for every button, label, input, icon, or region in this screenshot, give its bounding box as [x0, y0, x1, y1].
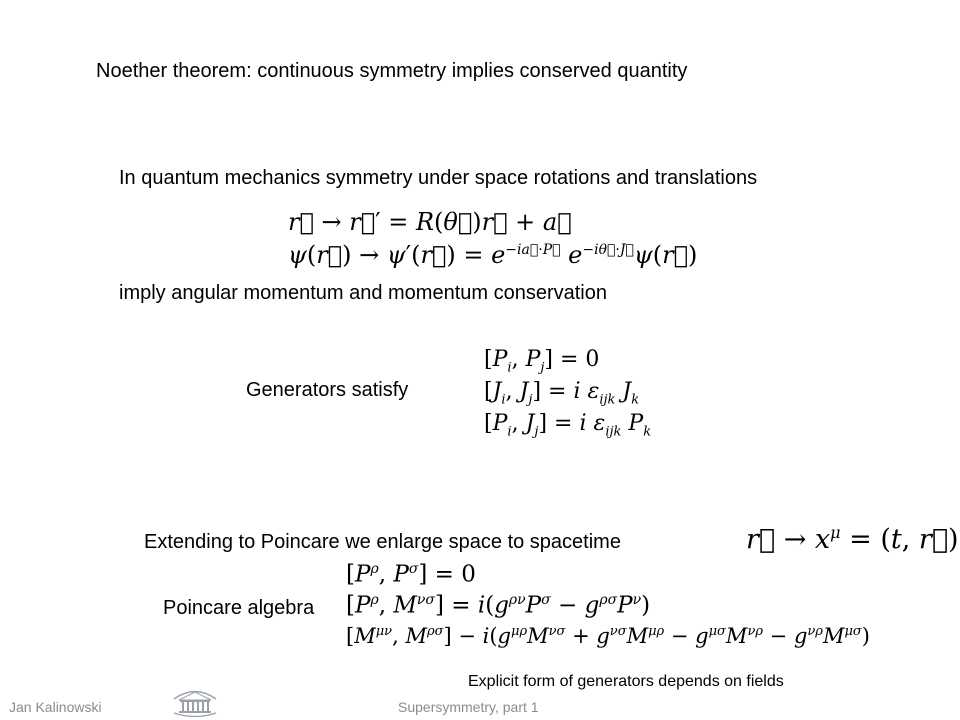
poincare-momentum-commutator: [$P^\rho$, $P^\sigma] = 0$	[346, 561, 476, 588]
slide-heading: Noether theorem: continuous symmetry implies conserved quantity	[96, 60, 688, 82]
poincare-momentum-lorentz-commutator: [$P^\rho$, $M^{\nu\sigma}] = i(g^{\rho\nu}P^\sigma - g^{\rho\sigma}P^\nu)$	[346, 592, 651, 619]
rotation-translation-equation: r⃗ → r⃗′ = R(θ⃗)r⃗ + a⃗	[288, 208, 572, 236]
angular-momentum-commutator: [$J_i$, $J_j] = i$ $\varepsilon_{ijk}$ $J_k$	[484, 379, 640, 408]
footer-title: Supersymmetry, part 1	[398, 699, 539, 715]
mixed-commutator: [$P_i$, $J_j] = i$ $\varepsilon_{ijk}$ $P_k$	[484, 411, 652, 440]
conservation-text: imply angular momentum and momentum conservation	[119, 282, 607, 304]
poincare-lorentz-commutator: [$M^{\mu\nu}$, $M^{\rho\sigma}] - i(g^{\mu\rho}M^{\nu\sigma} + g^{\nu\sigma}M^{\mu\rho} - g^{\mu\sigma}M^{\nu\rho} - g^{\nu\rho}M^{\mu\sigma})$	[346, 624, 870, 648]
generators-note: Explicit form of generators depends on fields	[468, 673, 784, 690]
footer-author: Jan Kalinowski	[9, 699, 102, 715]
spacetime-equation: r⃗ → $x^\mu = (t$, r⃗)	[746, 523, 959, 555]
university-logo-icon	[168, 686, 222, 718]
poincare-extend-text: Extending to Poincare we enlarge space to spacetime	[144, 531, 621, 553]
poincare-label: Poincare algebra	[163, 597, 315, 619]
generators-label: Generators satisfy	[246, 379, 409, 401]
qm-intro-text: In quantum mechanics symmetry under space rotations and translations	[119, 167, 758, 189]
momentum-commutator: [$P_i$, $P_j] = 0$	[484, 347, 600, 376]
wavefunction-transform-equation: ψ(r⃗) → ψ′(r⃗) = $e^{-ia⃗\cdot P⃗}$ $e^{-i\theta⃗\cdot J⃗}\psi(r⃗)$	[288, 241, 698, 269]
